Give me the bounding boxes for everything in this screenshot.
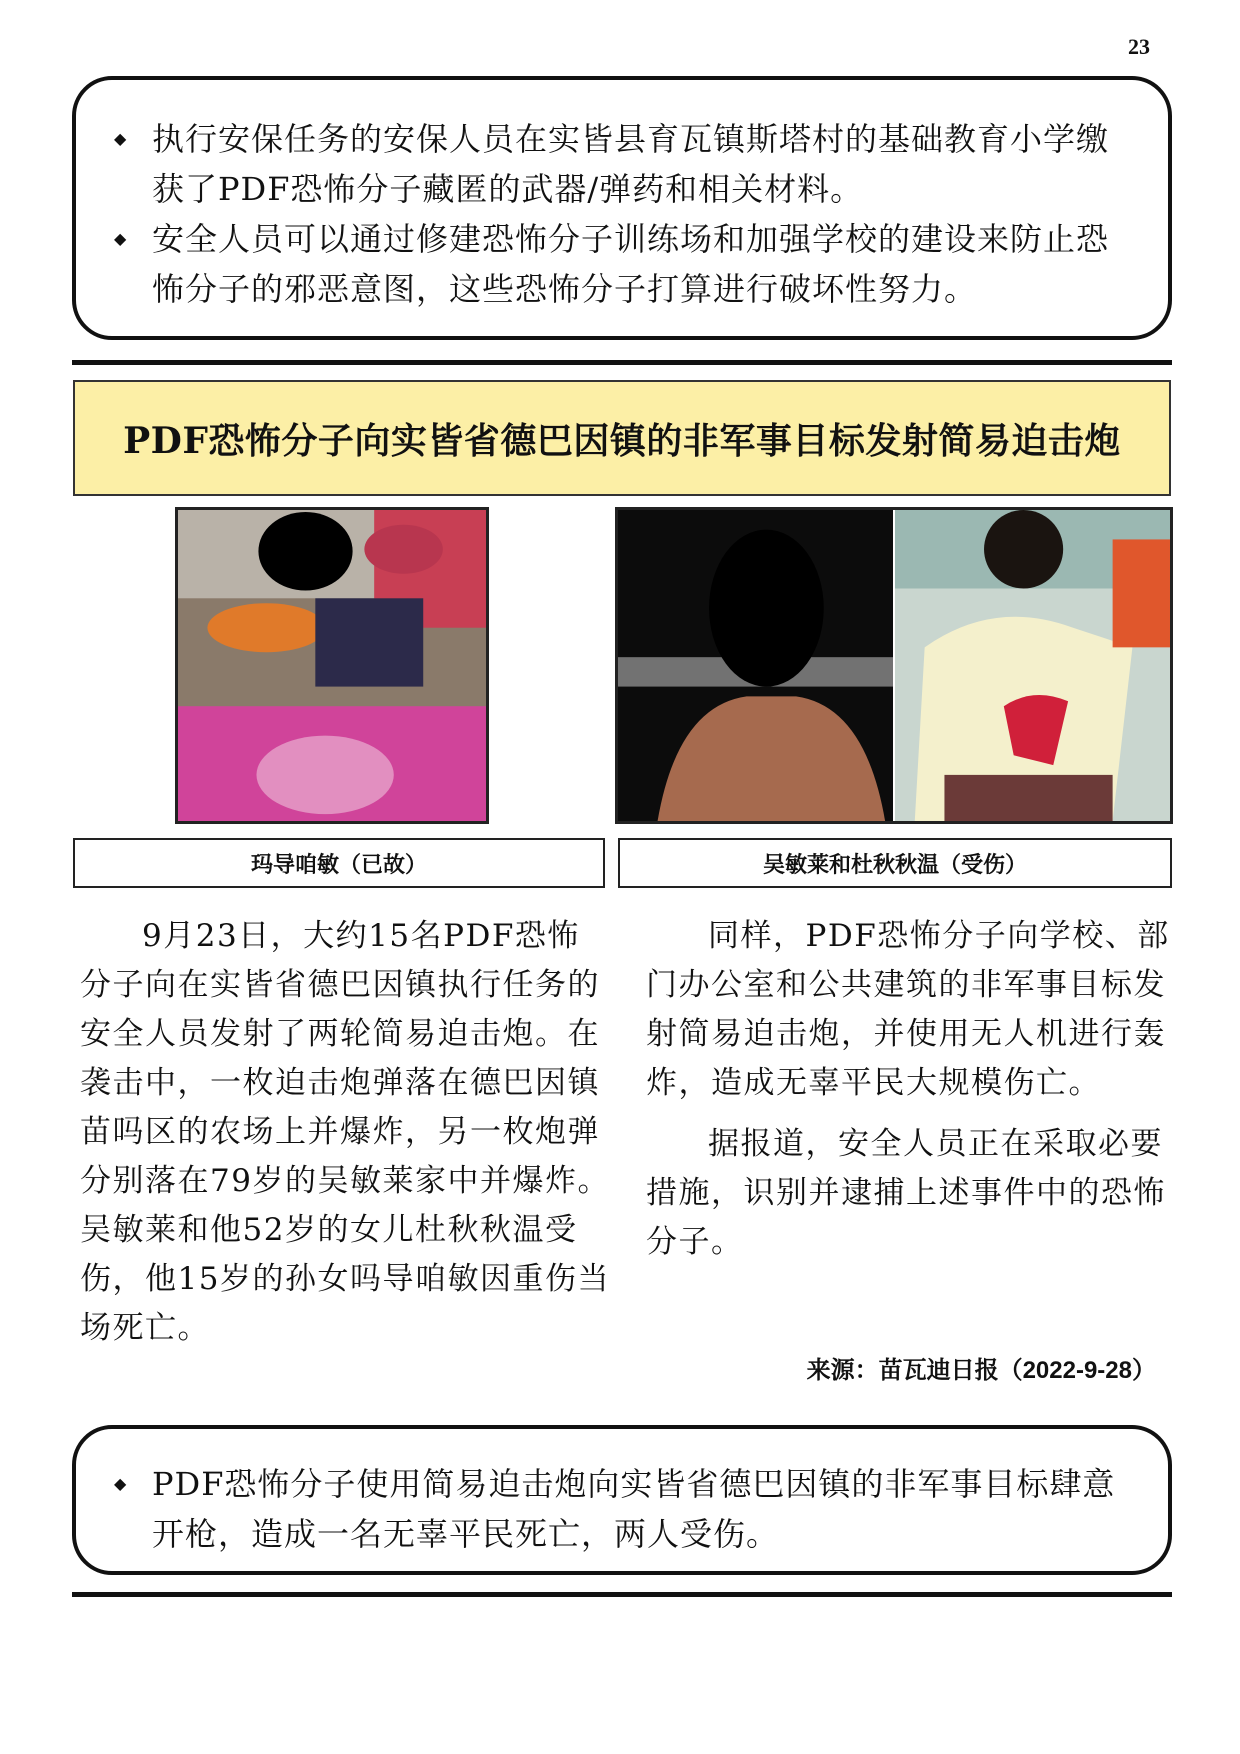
victim-photo-left bbox=[175, 507, 489, 824]
article-paragraph: 9月23日，大约15名PDF恐怖分子向在实皆省德巴因镇执行任务的安全人员发射了两轮简易迫击炮。在袭击中，一枚迫击炮弹落在德巴因镇苗吗区的农场上并爆炸，另一枚炮弹分别落在79岁的吴敏莱家中并爆炸。吴敏莱和他52岁的女儿杜秋秋温受伤，他15岁的孙女吗导咱敏因重伤当场死亡。 bbox=[80, 918, 610, 1346]
summary-box-top bbox=[72, 76, 1172, 340]
photo-caption-left: 玛导咱敏（已故） bbox=[73, 838, 605, 888]
article-paragraph: 据报道，安全人员正在采取必要措施，识别并逮捕上述事件中的恐怖分子。 bbox=[646, 1126, 1166, 1260]
source-date: （2022-9-28） bbox=[998, 1357, 1156, 1384]
diamond-bullet-icon: ◆ bbox=[114, 229, 128, 248]
article-paragraph: 同样，PDF恐怖分子向学校、部门办公室和公共建筑的非军事目标发射简易迫击炮，并使用无人机进行轰炸，造成无辜平民大规模伤亡。 bbox=[646, 918, 1170, 1101]
bullet-text: PDF恐怖分子使用简易迫击炮向实皆省德巴因镇的非军事目标肆意开枪，造成一名无辜平民死亡，两人受伤。 bbox=[152, 1465, 1116, 1553]
bullet-item bbox=[104, 214, 1138, 314]
article-title-banner bbox=[73, 380, 1171, 496]
source-citation bbox=[807, 1350, 1156, 1385]
diamond-bullet-icon: ◆ bbox=[114, 1474, 128, 1493]
bullet-item bbox=[104, 114, 1138, 214]
article-title: PDF恐怖分子向实皆省德巴因镇的非军事目标发射简易迫击炮 bbox=[123, 419, 1121, 462]
diamond-bullet-icon: ◆ bbox=[114, 129, 128, 148]
victim-photo-right bbox=[615, 507, 1173, 824]
bullet-item bbox=[104, 1459, 1138, 1559]
bullet-text: 安全人员可以通过修建恐怖分子训练场和加强学校的建设来防止恐怖分子的邪恶意图，这些恐怖分子打算进行破坏性努力。 bbox=[152, 220, 1110, 308]
photo-caption-right: 吴敏莱和杜秋秋温（受伤） bbox=[618, 838, 1172, 888]
source-label: 来源：苗瓦迪日报 bbox=[806, 1356, 999, 1384]
divider-line bbox=[72, 360, 1172, 365]
divider-line bbox=[72, 1592, 1172, 1597]
bullet-text: 执行安保任务的安保人员在实皆县育瓦镇斯塔村的基础教育小学缴获了PDF恐怖分子藏匿的武器/弹药和相关材料。 bbox=[152, 120, 1110, 208]
summary-box-bottom bbox=[72, 1425, 1172, 1575]
page-number: 23 bbox=[1128, 34, 1150, 59]
article-column-left bbox=[80, 912, 610, 1353]
article-column-right bbox=[646, 912, 1171, 1267]
